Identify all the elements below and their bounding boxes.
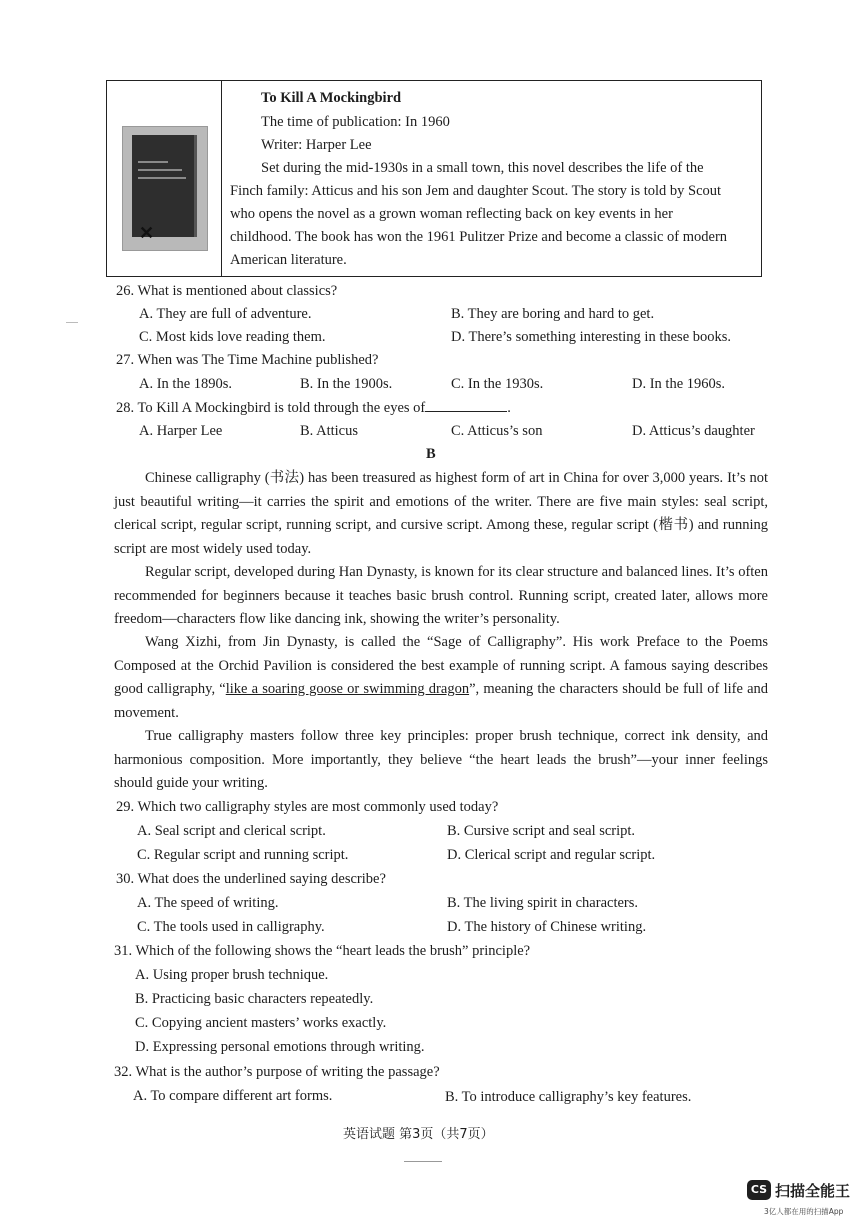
paragraph-3-text: Wang Xizhi, from Jin Dynasty, is called the “Sage of Calligraphy”. His work Preface to the Poems Composed at the Orchid Pavilion is considered the best example of running script. A famous saying describes good calligraphy, “ — [114, 634, 768, 697]
passage-paragraph-4 — [114, 725, 768, 796]
passage-paragraph-3 — [114, 631, 768, 725]
passage-paragraph-2 — [114, 561, 768, 632]
q31-option-b: B. Practicing basic characters repeatedly. — [135, 991, 374, 1007]
book-cover-image — [122, 126, 208, 251]
question-26-stem: 26. What is mentioned about classics? — [116, 283, 338, 299]
q29-option-b: B. Cursive script and seal script. — [447, 823, 636, 839]
q30-option-c: C. The tools used in calligraphy. — [137, 919, 325, 935]
book-writer: Writer: Harper Lee — [261, 137, 372, 153]
q26-option-c: C. Most kids love reading them. — [139, 329, 326, 345]
question-31-stem: 31. Which of the following shows the “heart leads the brush” principle? — [114, 943, 531, 959]
margin-mark — [66, 322, 78, 323]
camscanner-logo-icon: CS — [747, 1180, 771, 1200]
book-desc-line: Finch family: Atticus and his son Jem and daughter Scout. The story is told by Scout — [230, 183, 722, 199]
q32-option-a: A. To compare different art forms. — [133, 1088, 333, 1104]
scanner-app-name: 扫描全能王 — [775, 1182, 851, 1200]
passage-paragraph-1 — [114, 467, 768, 561]
book-cover-front — [132, 135, 197, 237]
q26-option-a: A. They are full of adventure. — [139, 306, 312, 322]
q28-option-b: B. Atticus — [300, 423, 359, 439]
q28-answer-blank — [425, 399, 507, 412]
question-29-stem: 29. Which two calligraphy styles are most commonly used today? — [116, 799, 499, 815]
q28-option-a: A. Harper Lee — [139, 423, 223, 439]
scanner-app-tagline: 3亿人都在用的扫描App — [764, 1207, 844, 1216]
q28-option-c: C. Atticus’s son — [451, 423, 543, 439]
q29-option-c: C. Regular script and running script. — [137, 847, 349, 863]
paragraph-1-text: Chinese calligraphy (书法) has been treasured as highest form of art in China for over 3,000 years. It’s not just beautiful writing—it carries the spirit and emotions of the writer. There are five main styles: seal script, clerical script, regular script, running script, and cursive script. Among these, regular script (楷书) and running script are most widely used today. — [114, 470, 768, 557]
q30-option-d: D. The history of Chinese writing. — [447, 919, 647, 935]
book-box-divider — [221, 81, 222, 276]
section-b-heading: B — [426, 446, 436, 462]
question-32-stem: 32. What is the author’s purpose of writing the passage? — [114, 1064, 440, 1080]
cover-text-line — [138, 177, 186, 179]
q26-option-b: B. They are boring and hard to get. — [451, 306, 655, 322]
q31-option-d: D. Expressing personal emotions through writing. — [135, 1039, 425, 1055]
book-desc-line: childhood. The book has won the 1961 Pulitzer Prize and become a classic of modern — [230, 229, 728, 245]
q30-option-a: A. The speed of writing. — [137, 895, 279, 911]
cover-text-line — [138, 169, 182, 171]
paragraph-3-text-end: ”, meaning the characters should be full of life and movement. — [114, 681, 769, 721]
q27-option-b: B. In the 1900s. — [300, 376, 393, 392]
question-30-stem: 30. What does the underlined saying describe? — [116, 871, 386, 887]
q32-option-b: B. To introduce calligraphy’s key features. — [445, 1089, 692, 1105]
book-desc-line: American literature. — [230, 252, 347, 268]
footer-rule — [404, 1161, 442, 1162]
q28-stem-end: . — [507, 400, 511, 416]
q29-option-a: A. Seal script and clerical script. — [137, 823, 326, 839]
q26-option-d: D. There’s something interesting in these books. — [451, 329, 732, 345]
q29-option-d: D. Clerical script and regular script. — [447, 847, 656, 863]
q27-option-d: D. In the 1960s. — [632, 376, 726, 392]
book-title: To Kill A Mockingbird — [261, 90, 402, 106]
q31-option-c: C. Copying ancient masters’ works exactly. — [135, 1015, 387, 1031]
underlined-saying: like a soaring goose or swimming dragon — [225, 681, 470, 697]
question-28-stem — [116, 399, 511, 417]
q28-option-d: D. Atticus’s daughter — [632, 423, 755, 439]
cover-bird-mark: ✕ — [139, 223, 155, 243]
page-footer-label: 英语试题 第3页（共7页） — [343, 1127, 494, 1142]
question-27-stem: 27. When was The Time Machine published? — [116, 352, 379, 368]
q27-option-c: C. In the 1930s. — [451, 376, 544, 392]
q30-option-b: B. The living spirit in characters. — [447, 895, 639, 911]
book-info-box — [106, 80, 762, 277]
book-publication: The time of publication: In 1960 — [261, 114, 450, 130]
paragraph-4-text: True calligraphy masters follow three key principles: proper brush technique, correct ink density, and harmonious composition. More importantly, they believe “the heart leads the brush”—your inner feelings should guide your writing. — [114, 728, 768, 791]
q27-option-a: A. In the 1890s. — [139, 376, 233, 392]
q31-option-a: A. Using proper brush technique. — [135, 967, 329, 983]
cover-text-line — [138, 161, 168, 163]
paragraph-2-text: Regular script, developed during Han Dynasty, is known for its clear structure and balanced lines. It’s often recommended for beginners because it teaches basic brush control. Running script, created later, allows more freedom—characters flow like dancing ink, showing the writer’s personality. — [114, 564, 768, 627]
book-desc-line: who opens the novel as a grown woman reflecting back on key events in her — [230, 206, 673, 222]
q28-stem-text: 28. To Kill A Mockingbird is told through the eyes of — [116, 400, 426, 416]
book-desc-line: Set during the mid-1930s in a small town, this novel describes the life of the — [261, 160, 704, 176]
